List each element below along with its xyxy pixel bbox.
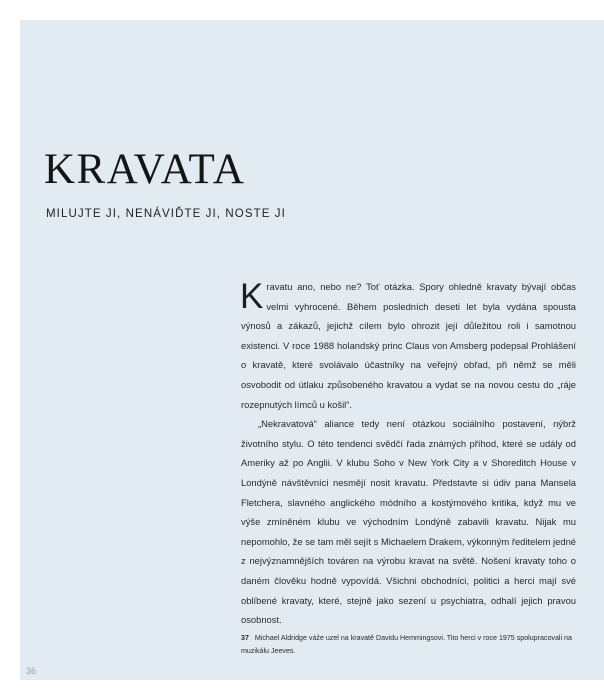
caption-text: Michael Aldridge váže uzel na kravatě Davidu Hemmingsovi. Tito herci v roce 1975 spolupracovali na muzikálu Jeeves. [241, 634, 572, 655]
caption-number: 37 [241, 634, 249, 642]
article-paragraph-1-text: ravatu ano, nebo ne? Toť otázka. Spory ohledně kravaty bývají občas velmi vyhrocené. Během posledních deseti let byla vydána spousta výnosů a zákazů, jejichž cílem bylo ohrozit její důležitou roli i samotnou existenci. V roce 1988 holandský princ Claus von Amsberg podepsal Prohlášení o kravatě, které svolávalo účastníky na veřejný obřad, při němž se měli osvobodit od útlaku způsobeného kravatou a vydat se na novou cestu do „ráje rozepnutých límců u košil“. [241, 281, 576, 410]
page-number: 36 [26, 666, 37, 676]
page-title: KRAVATA [44, 146, 246, 193]
article-paragraph-1 [241, 277, 576, 414]
article-paragraph-2: „Nekravatová“ aliance tedy není otázkou sociálního postavení, nýbrž životního stylu. O této tendenci svědčí řada známých příhod, které se udály od Ameriky až po Anglii. V klubu Soho v New York City a v Shoreditch House v Londýně návštěvníci nesmějí nosit kravatu. Představte si údiv pana Mansela Fletchera, slavného anglického módního a kostýmového kritika, když mu ve výše zmíněném klubu ve východním Londýně zabavili kravatu. Nijak mu nepomohlo, že se tam měl sejít s Michaelem Drakem, výkonným ředitelem jedné z nejvýznamnějších továren na výrobu kravat na světě. Nošení kravaty toho o daném člověku hodně vypovídá. Všichni obchodníci, politici a herci mají své oblíbené kravaty, které, stejně jako sezení u psychiatra, odhalí jejich pravou osobnost. [241, 418, 576, 626]
drop-cap: K [240, 277, 264, 316]
page-subtitle: MILUJTE JI, NENÁVIĎTE JI, NOSTE JI [46, 208, 286, 220]
photo-caption [241, 632, 581, 657]
article-body [241, 277, 576, 630]
book-page [20, 20, 604, 680]
